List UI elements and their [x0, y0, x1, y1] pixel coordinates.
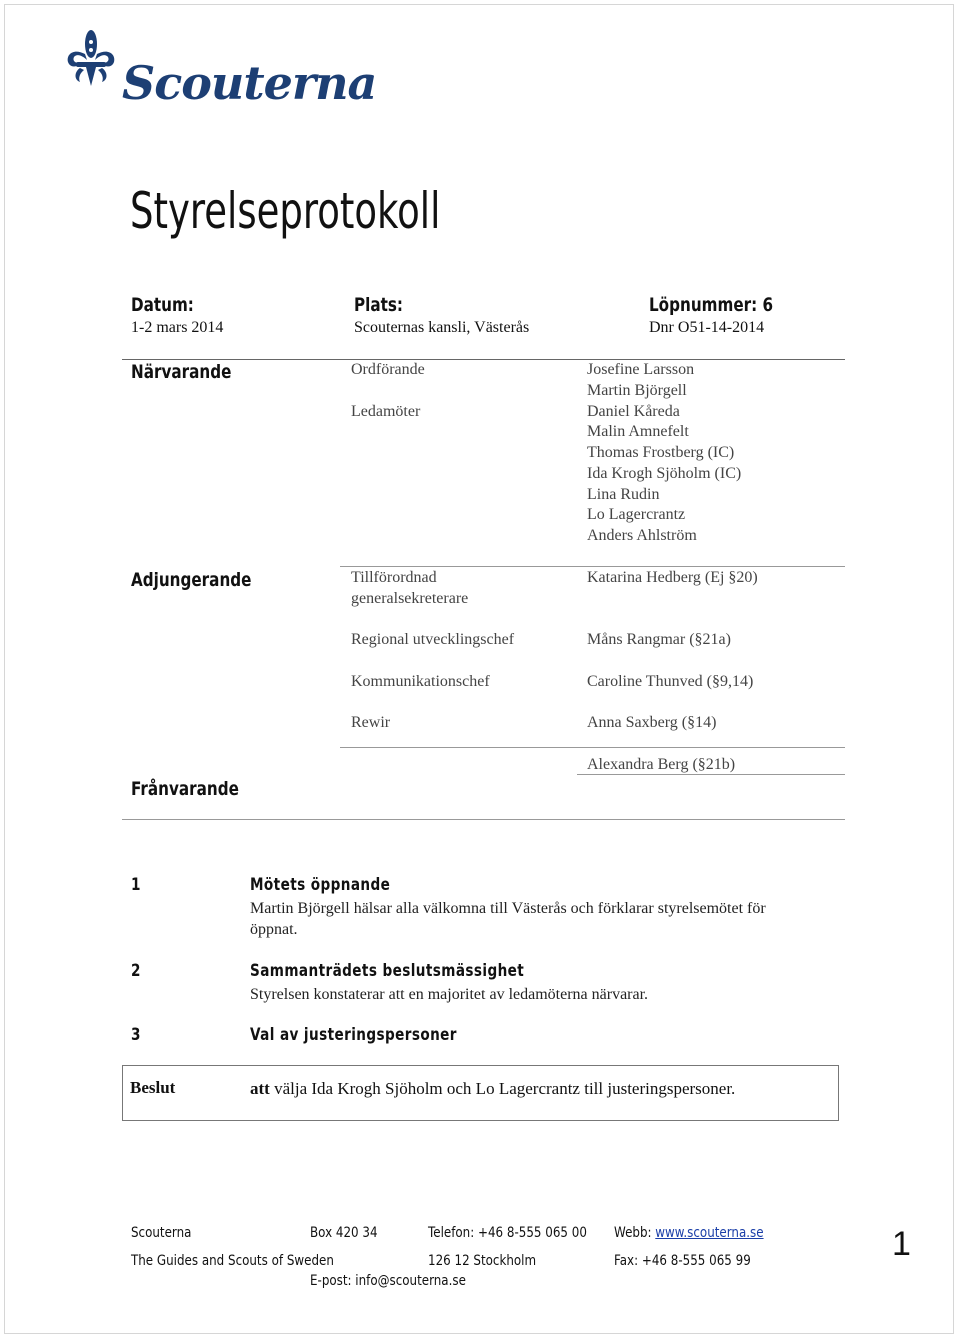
footer-fax: Fax: +46 8-555 065 99: [614, 1253, 751, 1269]
decision-text: [250, 1080, 735, 1097]
lopnummer-label: Löpnummer: 6: [649, 294, 774, 316]
footer-phone: Telefon: +46 8-555 065 00: [428, 1225, 587, 1241]
ordforande-role: Ordförande: [351, 361, 425, 378]
adjunct-role: Rewir: [351, 714, 391, 731]
adjunct-role: generalsekreterare: [351, 590, 469, 607]
decision-keyword: att: [250, 1079, 270, 1098]
member-name: Daniel Kåreda: [587, 402, 680, 420]
member-name: Josefine Larsson: [587, 361, 695, 378]
adjunct-role: Tillförordnad: [351, 569, 437, 586]
adjunct-name: Katarina Hedberg (Ej §20): [587, 569, 758, 586]
page-number: 1: [892, 1225, 911, 1263]
divider: [122, 819, 845, 820]
adjunct-name: Måns Rangmar (§21a): [587, 631, 731, 648]
member-name: Martin Björgell: [587, 381, 687, 399]
fleur-de-lis-icon: [60, 28, 122, 90]
footer-web: [614, 1226, 764, 1240]
divider: [577, 774, 845, 775]
footer-box: Box 420 34: [310, 1225, 378, 1241]
absent-name: Alexandra Berg (§21b): [587, 756, 736, 773]
decision-body: välja Ida Krogh Sjöholm och Lo Lagercrantz till justeringspersoner.: [269, 1079, 736, 1098]
adjunct-role: Kommunikationschef: [351, 673, 490, 690]
footer-web-link[interactable]: www.scouterna.se: [655, 1225, 764, 1241]
narvarande-label: Närvarande: [131, 361, 232, 383]
divider: [340, 747, 845, 748]
adjunct-name: Caroline Thunved (§9,14): [587, 673, 754, 690]
section-number: 3: [131, 1025, 141, 1045]
member-name: Ida Krogh Sjöholm (IC): [587, 464, 742, 482]
brand-wordmark: Scouterna: [122, 56, 377, 110]
member-name: Lo Lagercrantz: [587, 506, 686, 524]
footer-web-label: Webb:: [614, 1225, 656, 1241]
franvarande-label: Frånvarande: [131, 778, 239, 800]
section-title: Mötets öppnande: [250, 875, 391, 895]
member-name: Anders Ahlström: [587, 527, 697, 544]
document-title: Styrelseprotokoll: [130, 182, 441, 240]
section-body: Martin Björgell hälsar alla välkomna till Västerås och förklarar styrelsemötet för: [250, 900, 766, 917]
footer-email: E-post: info@scouterna.se: [310, 1273, 466, 1289]
datum-label: Datum:: [131, 294, 194, 316]
datum-value: 1-2 mars 2014: [131, 319, 224, 336]
footer-org-en: The Guides and Scouts of Sweden: [131, 1253, 334, 1269]
ledamoter-role: Ledamöter: [351, 403, 421, 420]
section-body: Styrelsen konstaterar att en majoritet av ledamöterna närvarar.: [250, 986, 649, 1003]
member-name: Thomas Frostberg (IC): [587, 444, 735, 461]
plats-label: Plats:: [354, 294, 403, 316]
member-name: Malin Amnefelt: [587, 423, 689, 441]
dnr-value: Dnr O51-14-2014: [649, 319, 765, 336]
divider: [122, 359, 845, 360]
adjunct-name: Anna Saxberg (§14): [587, 714, 717, 731]
adjungerande-label: Adjungerande: [131, 569, 252, 591]
divider: [340, 566, 845, 567]
plats-value: Scouternas kansli, Västerås: [354, 319, 530, 336]
section-number: 2: [131, 961, 141, 981]
member-list: [587, 362, 741, 549]
section-number: 1: [131, 875, 141, 895]
member-name: Lina Rudin: [587, 485, 660, 503]
decision-label: Beslut: [130, 1078, 176, 1097]
adjunct-role: Regional utvecklingschef: [351, 631, 515, 648]
footer-city: 126 12 Stockholm: [428, 1253, 537, 1269]
section-body: öppnat.: [250, 921, 298, 938]
section-title: Sammanträdets beslutsmässighet: [250, 961, 525, 981]
section-title: Val av justeringspersoner: [250, 1025, 457, 1045]
footer-org: Scouterna: [131, 1225, 192, 1241]
